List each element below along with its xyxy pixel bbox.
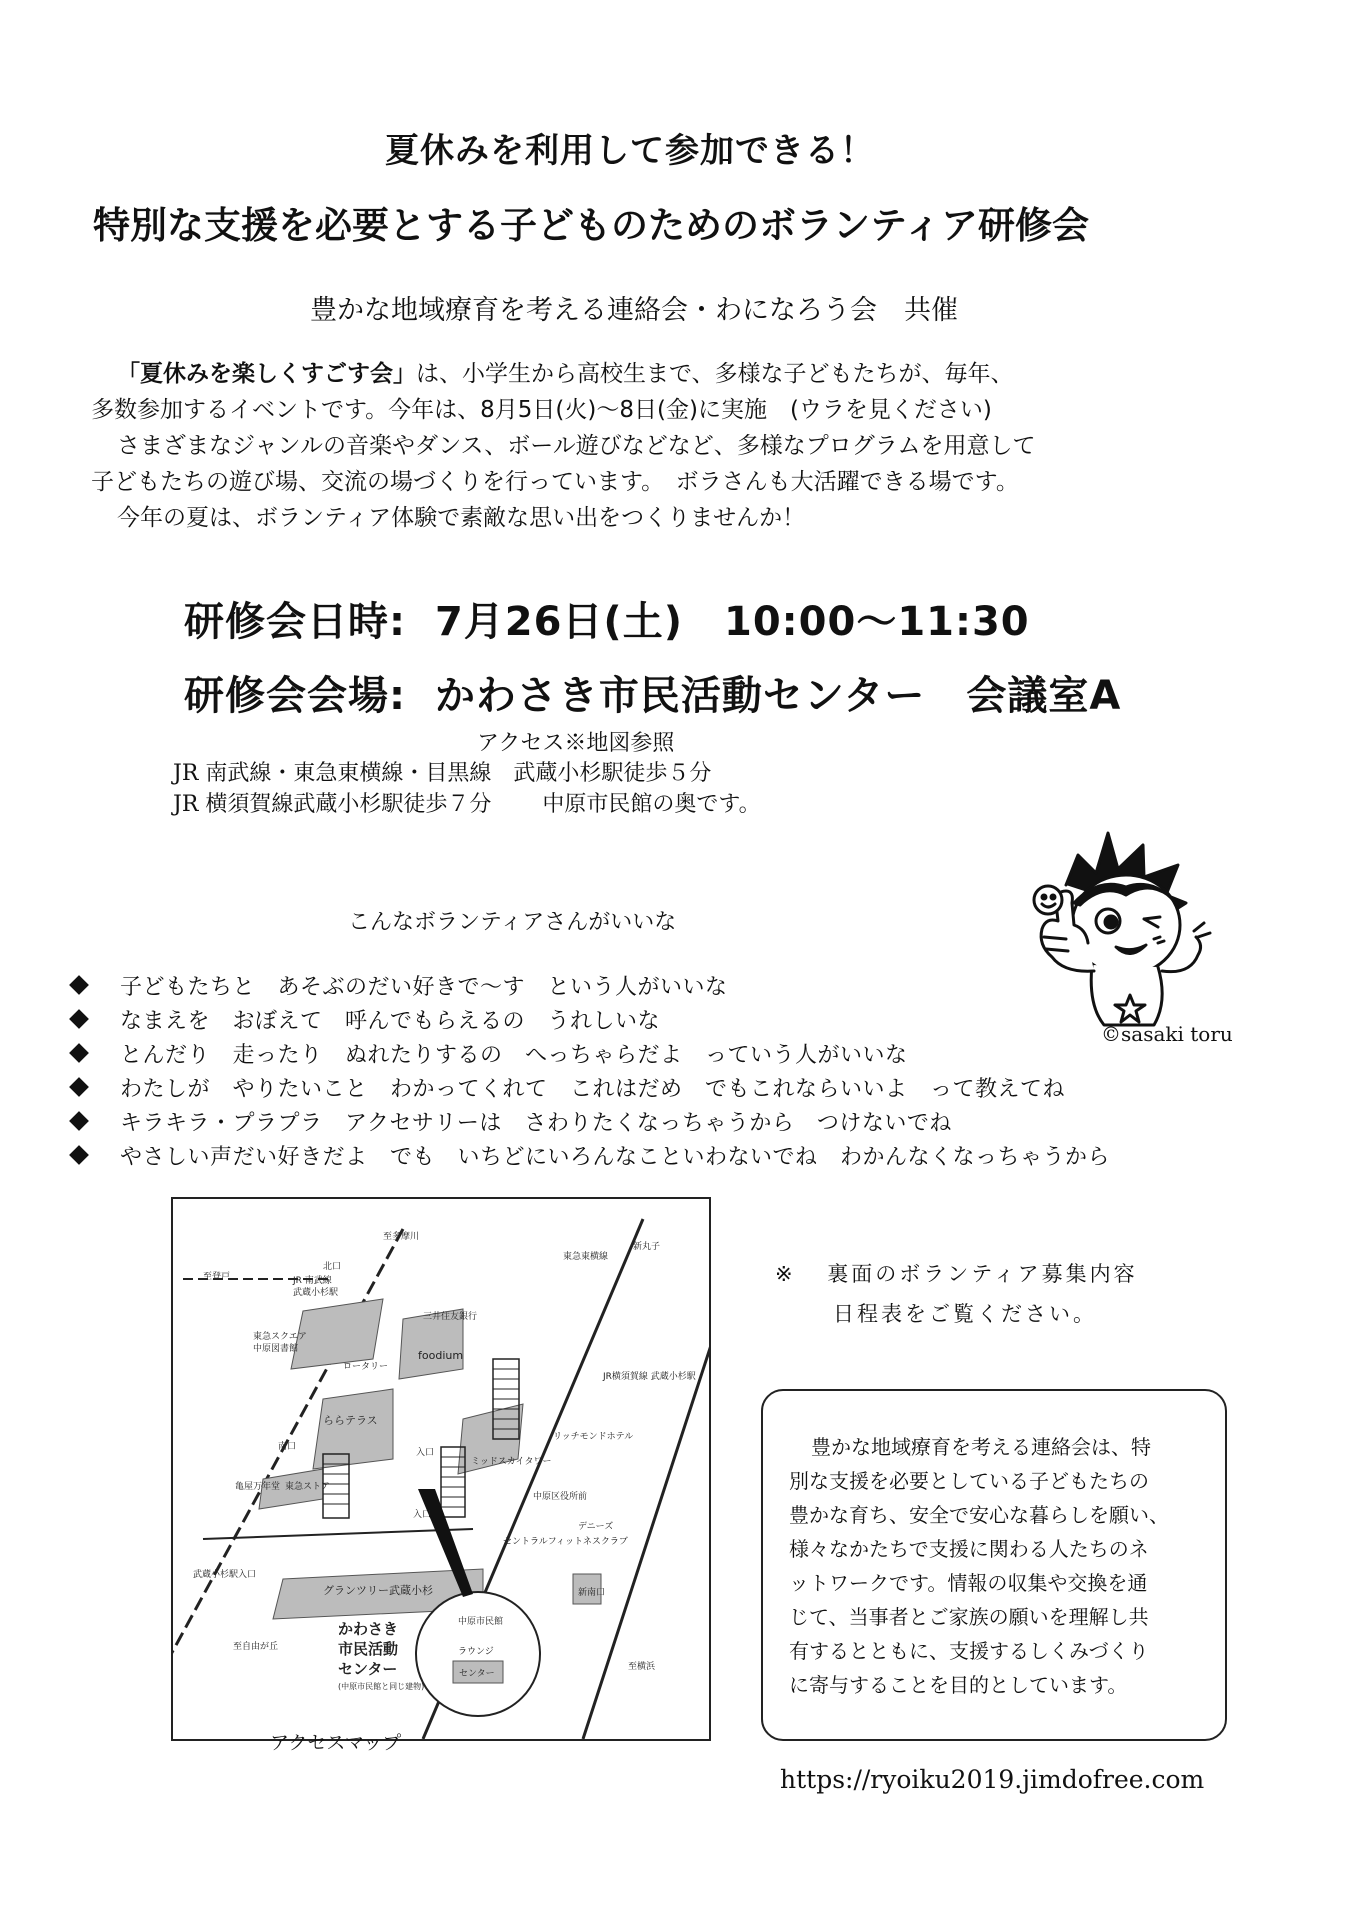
organization-info-box [761, 1389, 1227, 1741]
notice-line-1: 裏面のボランティア募集内容 [827, 1262, 1138, 1286]
map-label-entrance-2: 入口 [413, 1510, 432, 1520]
map-label-tokyu-square-sub: 中原図書館 [253, 1344, 299, 1354]
map-label-tokyu-store: 東急ストア [285, 1482, 330, 1492]
main-title: 特別な支援を必要とする子どものためのボランティア研修会 [93, 204, 1090, 247]
info-line: ットワークです。情報の収集や交換を通 [789, 1571, 1148, 1595]
notice [775, 1258, 1138, 1288]
diamond-bullet-icon [69, 1077, 89, 1097]
wishlist-title: こんなボランティアさんがいいな [348, 910, 677, 935]
intro-line-4: 子どもたちの遊び場、交流の場づくりを行っています。 ボラさんも大活躍できる場です。 [91, 469, 1019, 495]
map-label-new-exit: 新南口 [578, 1588, 606, 1598]
intro-line-5: 今年の夏は、ボランティア体験で素敵な思い出をつくりませんか！ [117, 505, 806, 531]
mascot-credit: ©sasaki toru [1101, 1022, 1233, 1046]
map-label-grand-tree: グランツリー武蔵小杉 [323, 1584, 433, 1597]
info-line: 別な支援を必要としている子どもたちの [789, 1469, 1149, 1493]
list-item-text: なまえを おぼえて 呼んでもらえるの うれしいな [120, 1009, 661, 1034]
list-item [72, 970, 728, 1001]
map-label-mid-sky: ミッドスカイタワー [471, 1457, 552, 1467]
map-label-hanshin: 新丸子 [633, 1242, 661, 1252]
map-label-central-fitness: セントラルフィットネスクラブ [503, 1537, 628, 1547]
notice-mark: ※ [775, 1262, 796, 1286]
map-label-center-box: センター [459, 1669, 495, 1679]
map-label-tamagawa: 至多摩川 [383, 1232, 420, 1242]
map-label-jiyugaoka: 至自由が丘 [233, 1642, 279, 1652]
access-title: アクセス※地図参照 [477, 731, 675, 756]
diamond-bullet-icon [69, 1145, 89, 1165]
datetime-label: 研修会日時: [184, 599, 406, 645]
intro-line-1 [117, 356, 1014, 392]
map-label-nakahara-hall: 中原市民館 [458, 1617, 504, 1627]
website-url[interactable]: https://ryoiku2019.jimdofree.com [780, 1765, 1205, 1794]
intro-line-3: さまざまなジャンルの音楽やダンス、ボール遊びなどなど、多様なプログラムを用意して [117, 433, 1036, 459]
list-item-text: やさしい声だい好きだよ でも いちどにいろんなこといわないでね わかんなくなっちゃうから [120, 1145, 1111, 1170]
diamond-bullet-icon [69, 1111, 89, 1131]
map-label-toyoko: 東急東横線 [563, 1252, 609, 1262]
info-line: 有するとともに、支援するしくみづくり [789, 1639, 1149, 1663]
intro-line-2: 多数参加するイベントです。今年は、8月5日(火)～8日(金)に実施 (ウラを見ください) [91, 397, 992, 423]
mascot-icon [1008, 825, 1228, 1040]
access-map [171, 1197, 711, 1741]
map-label-lala: ららテラス [323, 1414, 378, 1427]
map-label-lounge: ラウンジ [458, 1647, 494, 1657]
map-label-south-exit: 南口 [278, 1442, 297, 1452]
organizers: 豊かな地域療育を考える連絡会・わになろう会 共催 [310, 295, 958, 326]
map-label-bank: 三井住友銀行 [423, 1312, 478, 1322]
diamond-bullet-icon [69, 975, 89, 995]
map-drawing [173, 1199, 709, 1739]
list-item [72, 1004, 660, 1035]
intro-event-name: 「夏休みを楽しくすごす会」 [117, 361, 416, 387]
map-label-yokohama: 至横浜 [628, 1662, 656, 1672]
map-label-center-name-1: かわさき [338, 1620, 399, 1638]
list-item [72, 1072, 1065, 1103]
venue-value: かわさき市民活動センター 会議室A [434, 673, 1122, 719]
event-venue [184, 664, 1121, 721]
list-item [72, 1140, 1110, 1171]
map-label-nakahara-ward: 中原区役所前 [533, 1492, 588, 1502]
list-item-text: わたしが やりたいこと わかってくれて これはだめ でもこれならいいよ って教えてね [120, 1077, 1066, 1102]
diamond-bullet-icon [69, 1043, 89, 1063]
list-item-text: キラキラ・プラプラ アクセサリーは さわりたくなっちゃうから つけないでね [120, 1111, 952, 1136]
info-line: 豊かな地域療育を考える連絡会は、特 [811, 1435, 1151, 1459]
notice-line-2: 日程表をご覧ください。 [833, 1302, 1097, 1326]
list-item-text: とんだり 走ったり ぬれたりするの へっちゃらだよ っていう人がいいな [120, 1043, 908, 1068]
map-label-foodium: foodium [418, 1349, 464, 1362]
map-label-richmond: リッチモンドホテル [553, 1432, 634, 1442]
map-label-center-name-2: 市民活動 [338, 1640, 399, 1658]
access-line-1: JR 南武線・東急東横線・目黒線 武蔵小杉駅徒歩５分 [173, 761, 712, 786]
map-label-jr-station: JR 南武線 [293, 1276, 332, 1286]
mascot-illustration [1008, 825, 1228, 1040]
access-line-2: JR 横須賀線武蔵小杉駅徒歩７分 中原市民館の奥です。 [173, 792, 761, 817]
map-label-north-exit: 北口 [323, 1262, 342, 1272]
intro-line-1-rest: は、小学生から高校生まで、多様な子どもたちが、毎年、 [416, 361, 1014, 387]
map-label-center-sub: (中原市民館と同じ建物) [338, 1682, 425, 1691]
info-line: に寄与することを目的としています。 [789, 1673, 1128, 1697]
map-label-kameya: 亀屋万年堂 [235, 1482, 281, 1492]
datetime-value: 7月26日(土) 10:00～11:30 [434, 599, 1030, 645]
map-label-tokyu-square: 東急スクエア [253, 1332, 307, 1342]
map-label-station-name: 武蔵小杉駅 [293, 1288, 339, 1298]
map-label-entrance-1: 入口 [416, 1448, 435, 1458]
map-caption: アクセスマップ [270, 1732, 402, 1754]
event-datetime [184, 590, 1030, 647]
map-label-denny: デニーズ [578, 1522, 614, 1532]
list-item-text: 子どもたちと あそぶのだい好きで～す という人がいいな [120, 975, 728, 1000]
diamond-bullet-icon [69, 1009, 89, 1029]
info-line: 様々なかたちで支援に関わる人たちのネ [789, 1537, 1149, 1561]
info-line: じて、当事者とご家族の願いを理解し共 [789, 1605, 1149, 1629]
title-line-1: 夏休みを利用して参加できる！ [385, 131, 875, 171]
venue-label: 研修会会場: [184, 673, 406, 719]
map-label-west: 至登戸 [203, 1272, 231, 1282]
map-label-jr-yokosuka: JR横須賀線 武蔵小杉駅 [603, 1372, 696, 1382]
list-item [72, 1038, 908, 1069]
info-line: 豊かな育ち、安全で安心な暮らしを願い、 [789, 1503, 1169, 1527]
map-label-musashi-entrance: 武蔵小杉駅入口 [193, 1570, 257, 1580]
map-label-rotary: ロータリー [343, 1362, 389, 1372]
list-item [72, 1106, 952, 1137]
map-label-center-name-3: センター [338, 1660, 398, 1678]
